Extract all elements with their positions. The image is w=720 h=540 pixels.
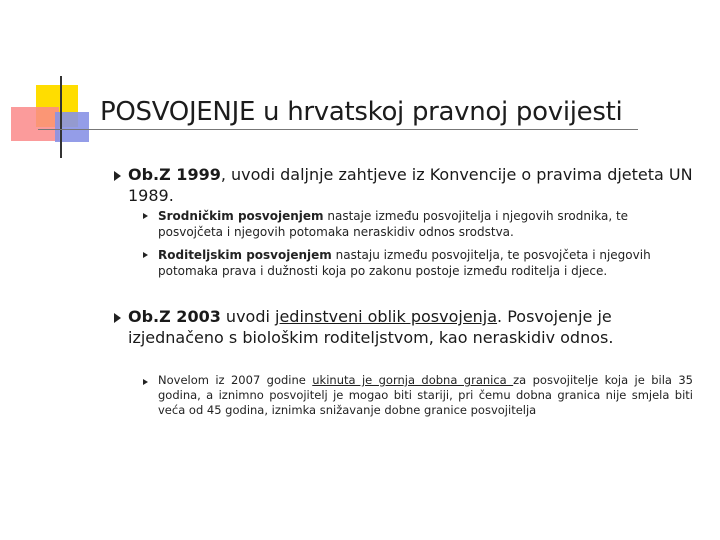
bullet-1 xyxy=(128,164,698,206)
decor-red-square xyxy=(11,107,59,141)
bullet-arrow-icon xyxy=(114,171,121,181)
sub-bullet-arrow-icon xyxy=(143,252,148,258)
slide-title: POSVOJENJE u hrvatskoj pravnoj povijesti xyxy=(100,97,623,127)
bullet-2 xyxy=(128,306,638,348)
bullet-1-sub-2-text: nastaju između posvojitelja, te posvojčeta i njegovih potomaka prava i dužnosti koja po zakonu postoje između roditelja i djece. xyxy=(158,248,651,278)
bullet-2-sub-1-underlined: ukinuta je gornja dobna granica xyxy=(312,373,514,387)
bullet-2-post: . Posvojenje je izjednačeno s biološkim roditeljstvom, kao neraskidiv odnos. xyxy=(128,307,614,347)
bullet-1-sub-2-bold: Roditeljskim posvojenjem xyxy=(158,248,332,262)
bullet-1-text: , uvodi daljnje zahtjeve iz Konvencije o pravima djeteta UN 1989. xyxy=(128,165,693,205)
decor-vertical-line xyxy=(60,76,62,158)
sub-bullet-arrow-icon xyxy=(143,379,148,385)
bullet-2-underlined: jedinstveni oblik posvojenja xyxy=(275,307,498,326)
bullet-1-sub-2 xyxy=(158,247,678,279)
bullet-2-bold: Ob.Z 2003 xyxy=(128,307,221,326)
bullet-1-bold: Ob.Z 1999 xyxy=(128,165,221,184)
bullet-1-sub-1-bold: Srodničkim posvojenjem xyxy=(158,209,324,223)
bullet-1-sub-1-text: nastaje između posvojitelja i njegovih srodnika, te posvojčeta i njegovih potomaka neraskidiv odnos srodstva. xyxy=(158,209,629,239)
bullet-2-sub-1 xyxy=(158,373,693,418)
bullet-1-sub-1 xyxy=(158,208,678,240)
bullet-2-pre: uvodi xyxy=(220,307,276,326)
title-underline xyxy=(38,129,638,130)
sub-bullet-arrow-icon xyxy=(143,213,148,219)
bullet-arrow-icon xyxy=(114,313,121,323)
bullet-2-sub-1-pre: Novelom iz 2007 godine xyxy=(158,373,313,387)
bullet-2-sub-1-post: za posvojitelje koja je bila 35 godina, a iznimno posvojitelj je mogao biti stariji, pri čemu dobna granica nije smjela biti veća od 45 godina, iznimka snižavanje dobne granice posvojitelja xyxy=(158,373,693,417)
